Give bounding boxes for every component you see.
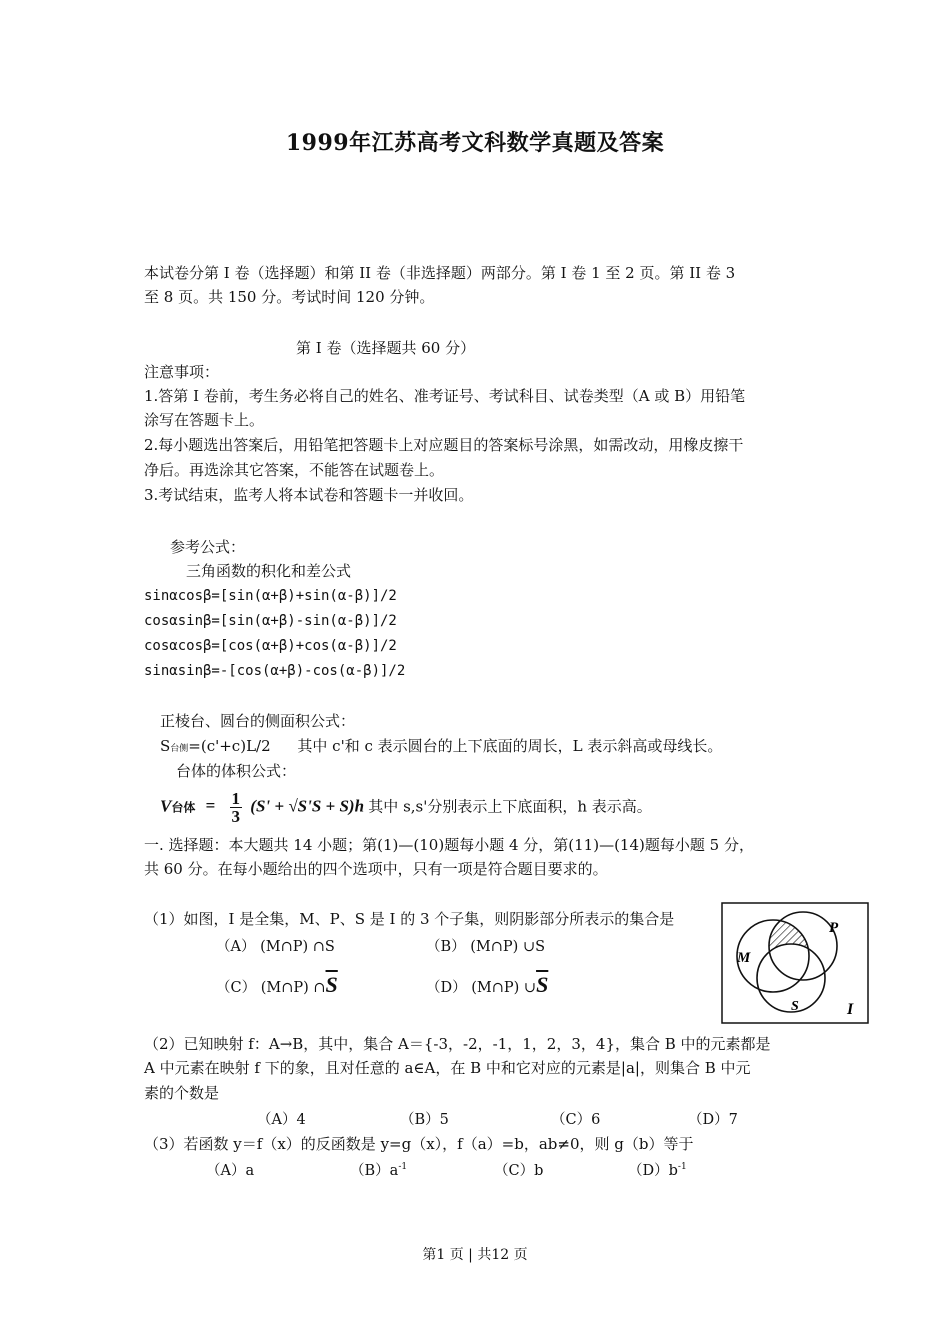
volume-lhs-sub: 台体 bbox=[171, 800, 196, 815]
complement-s: $\overline{S}$ bbox=[325, 972, 338, 997]
volume-note: 其中 s,s'分别表示上下底面积，h 表示高。 bbox=[368, 797, 652, 816]
question-1-option-d bbox=[426, 972, 548, 998]
venn-diagram bbox=[721, 902, 869, 1024]
trig-title: 三角函数的积化和差公式 bbox=[186, 562, 352, 580]
option-d-text: （D） (M∩P) ∪ bbox=[426, 980, 537, 996]
question-2-option-c: （C）6 bbox=[551, 1112, 601, 1128]
label-i: I bbox=[847, 1001, 854, 1018]
trig-formula: cosαcosβ=[cos(α+β)+cos(α-β)]/2 bbox=[144, 638, 397, 654]
lateral-title: 正棱台、圆台的侧面积公式： bbox=[160, 712, 356, 730]
notice-line: 净后。再选涂其它答案，不能答在试题卷上。 bbox=[144, 461, 445, 479]
volume-formula bbox=[160, 790, 652, 825]
trig-formula: cosαsinβ=[sin(α+β)-sin(α-β)]/2 bbox=[144, 613, 397, 629]
part1-line-1: 一. 选择题：本大题共 14 小题；第(1)—(10)题每小题 4 分，第(11)—(14)题每小题 5 分， bbox=[144, 836, 754, 854]
page-footer: 第1 页 | 共12 页 bbox=[422, 1247, 528, 1263]
volume-title: 台体的体积公式： bbox=[176, 762, 297, 780]
notice-line: 2.每小题选出答案后，用铅笔把答题卡上对应题目的答案标号涂黑，如需改动，用橡皮擦干 bbox=[144, 436, 744, 454]
question-2-option-d: （D）7 bbox=[688, 1112, 738, 1128]
lateral-note: 其中 c'和 c 表示圆台的上下底面的周长，L 表示斜高或母线长。 bbox=[297, 737, 723, 755]
question-2-stem: （2）已知映射 f：A→B，其中，集合 A＝{-3，-2，-1，1，2，3，4}，集合 B 中的元素都是 bbox=[144, 1035, 771, 1053]
trig-formula: sinαsinβ=-[cos(α+β)-cos(α-β)]/2 bbox=[144, 663, 406, 679]
lateral-lhs: S bbox=[160, 737, 171, 755]
fraction-denominator: 3 bbox=[231, 807, 241, 826]
complement-s: $\overline{S}$ bbox=[536, 972, 549, 997]
question-3-option-b bbox=[350, 1159, 407, 1180]
option-c-text: （C） (M∩P) ∩ bbox=[216, 980, 326, 996]
notice-line: 涂写在答题卡上。 bbox=[144, 411, 265, 429]
question-2-option-a: （A）4 bbox=[257, 1112, 306, 1128]
volume-eq: = bbox=[205, 796, 216, 816]
option-d-text: （D）b bbox=[628, 1163, 678, 1179]
question-3-option-c: （C）b bbox=[494, 1163, 544, 1179]
notice-title: 注意事项： bbox=[144, 363, 220, 381]
question-3-option-d bbox=[628, 1159, 687, 1180]
fraction-numerator: 1 bbox=[231, 789, 241, 808]
question-3-stem: （3）若函数 y＝f（x）的反函数是 y=g（x），f（a）=b，ab≠0，则 g（b）等于 bbox=[144, 1135, 694, 1153]
lateral-formula bbox=[160, 735, 722, 760]
question-1-option-b: （B） (M∩P) ∪S bbox=[426, 939, 546, 955]
page-title: 1999年江苏高考文科数学真题及答案 bbox=[285, 130, 665, 156]
volume-lhs: V bbox=[160, 796, 172, 816]
lateral-rhs: =(c'+c)L/2 bbox=[188, 737, 271, 755]
intro-line-1: 本试卷分第 I 卷（选择题）和第 II 卷（非选择题）两部分。第 I 卷 1 至 2 页。第 II 卷 3 bbox=[144, 264, 736, 282]
question-2-stem: A 中元素在映射 f 下的象，且对任意的 a∈A，在 B 中和它对应的元素是|a|，则集合 B 中元 bbox=[144, 1059, 751, 1077]
label-m: M bbox=[737, 950, 751, 966]
option-b-exponent: -1 bbox=[398, 1162, 408, 1173]
section-heading: 第 I 卷（选择题共 60 分） bbox=[296, 339, 476, 357]
volume-body: (S' + √S'S + S)h bbox=[250, 796, 365, 816]
label-p: P bbox=[829, 920, 839, 936]
question-1-option-a: （A） (M∩P) ∩S bbox=[216, 939, 335, 955]
question-1-stem: （1）如图，I 是全集，M、P、S 是 I 的 3 个子集，则阴影部分所表示的集合是 bbox=[144, 910, 675, 928]
option-b-text: （B）a bbox=[350, 1163, 399, 1179]
question-2-stem: 素的个数是 bbox=[144, 1084, 220, 1102]
option-d-exponent: -1 bbox=[677, 1162, 687, 1173]
notice-line: 1.答第 I 卷前，考生务必将自己的姓名、准考证号、考试科目、试卷类型（A 或 B）用铅笔 bbox=[144, 387, 746, 405]
one-third-fraction bbox=[230, 790, 243, 825]
part1-line-2: 共 60 分。在每小题给出的四个选项中，只有一项是符合题目要求的。 bbox=[144, 860, 608, 878]
label-s: S bbox=[791, 999, 799, 1014]
question-1-option-c bbox=[216, 972, 338, 998]
trig-formula: sinαcosβ=[sin(α+β)+sin(α-β)]/2 bbox=[144, 588, 397, 604]
question-2-option-b: （B）5 bbox=[400, 1112, 449, 1128]
notice-line: 3.考试结束，监考人将本试卷和答题卡一并收回。 bbox=[144, 486, 474, 504]
reference-title: 参考公式： bbox=[170, 538, 246, 556]
intro-line-2: 至 8 页。共 150 分。考试时间 120 分钟。 bbox=[144, 288, 435, 306]
question-3-option-a: （A）a bbox=[206, 1163, 255, 1179]
lateral-lhs-sub: 台侧 bbox=[170, 744, 189, 754]
